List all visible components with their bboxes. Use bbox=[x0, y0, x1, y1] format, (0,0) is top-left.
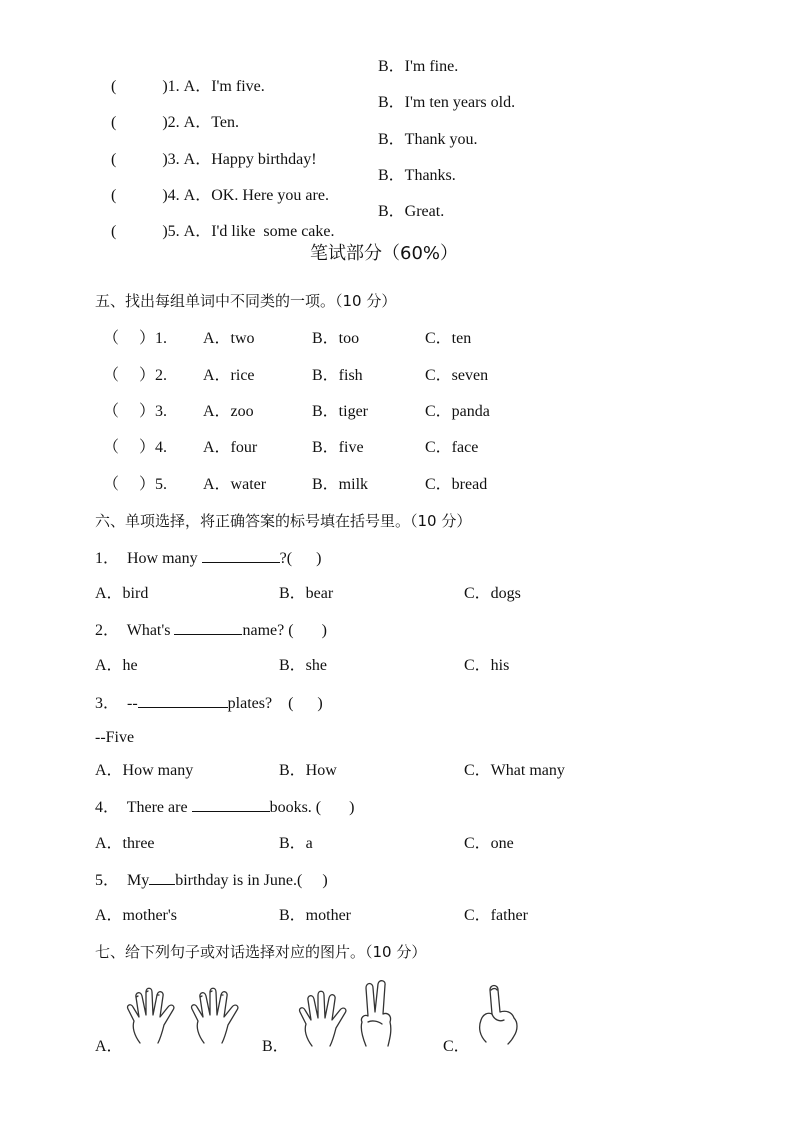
s6-q5-c: C．father bbox=[464, 907, 528, 924]
answer-paren-open[interactable]: （ bbox=[103, 439, 120, 456]
s6-q1-c: C．dogs bbox=[464, 585, 521, 602]
question-number: )4. bbox=[162, 187, 180, 204]
s5-row-4-c: C．face bbox=[425, 439, 479, 456]
fill-blank[interactable] bbox=[149, 870, 175, 885]
s6-q2-b: B．she bbox=[279, 657, 328, 674]
s6-q5-b: B．mother bbox=[279, 907, 351, 924]
fill-blank[interactable] bbox=[202, 548, 280, 563]
question-text: 5． My bbox=[95, 872, 150, 889]
option-a: A．I'm five. bbox=[183, 78, 265, 95]
written-part-title: 笔试部分（60%） bbox=[310, 243, 459, 264]
listening-q4-b: B．Thanks. bbox=[378, 167, 456, 184]
hand-seven-picture[interactable] bbox=[296, 978, 406, 1050]
listening-q5-b: B．Great. bbox=[378, 203, 445, 220]
listening-q2-b: B．I'm ten years old. bbox=[378, 94, 516, 111]
question-number: ）2. bbox=[139, 367, 168, 384]
s6-q4-a: A．three bbox=[95, 835, 155, 852]
two-fingers-hand-icon bbox=[361, 981, 391, 1046]
s6-q1 bbox=[95, 548, 321, 569]
s6-q3 bbox=[95, 693, 323, 714]
fill-blank[interactable] bbox=[174, 620, 242, 635]
question-number: ）4. bbox=[139, 439, 168, 456]
question-number: ）5. bbox=[139, 476, 168, 493]
answer-paren-open[interactable]: ( bbox=[111, 78, 117, 95]
question-text: books. ( ) bbox=[269, 799, 355, 816]
fill-blank[interactable] bbox=[138, 693, 228, 708]
two-open-hands-picture[interactable] bbox=[124, 985, 244, 1047]
listening-q1-b: B．I'm fine. bbox=[378, 58, 459, 75]
answer-paren-open[interactable]: ( bbox=[111, 187, 117, 204]
s6-q1-b: B．bear bbox=[279, 585, 334, 602]
s5-row-3-c: C．panda bbox=[425, 403, 490, 420]
pointing-finger-icon bbox=[480, 986, 517, 1045]
option-a: A．Happy birthday! bbox=[183, 151, 317, 168]
question-text: 3． -- bbox=[95, 695, 138, 712]
one-finger-picture[interactable] bbox=[474, 982, 528, 1046]
s6-q5-a: A．mother's bbox=[95, 907, 177, 924]
answer-paren-open[interactable]: （ bbox=[103, 330, 120, 347]
s5-row-2 bbox=[103, 366, 167, 386]
s6-q4-c: C．one bbox=[464, 835, 514, 852]
answer-paren-open[interactable]: （ bbox=[103, 403, 120, 420]
s6-q4-b: B．a bbox=[279, 835, 313, 852]
question-text: 2． What's bbox=[95, 622, 175, 639]
s5-row-3-b: B．tiger bbox=[312, 403, 368, 420]
question-number: ）3. bbox=[139, 403, 168, 420]
answer-paren-open[interactable]: ( bbox=[111, 151, 117, 168]
s5-row-4-a: A．four bbox=[203, 439, 258, 456]
section-6-heading: 六、单项选择，将正确答案的标号填在括号里。（10 分） bbox=[95, 512, 472, 530]
option-a: A．I'd like some cake. bbox=[183, 223, 335, 240]
fill-blank[interactable] bbox=[192, 797, 270, 812]
question-number: )1. bbox=[162, 78, 180, 95]
s6-q2 bbox=[95, 620, 327, 641]
s6-q2-a: A．he bbox=[95, 657, 138, 674]
answer-paren-open[interactable]: ( bbox=[111, 223, 117, 240]
s6-q3-answer: --Five bbox=[95, 729, 135, 746]
s5-row-2-a: A．rice bbox=[203, 367, 255, 384]
question-text: birthday is in June.( ) bbox=[175, 872, 328, 889]
answer-paren-open[interactable]: ( bbox=[111, 114, 117, 131]
s5-row-5 bbox=[103, 475, 167, 495]
s5-row-2-c: C．seven bbox=[425, 367, 489, 384]
s6-q2-c: C．his bbox=[464, 657, 510, 674]
s5-row-5-a: A．water bbox=[203, 476, 267, 493]
question-text: 1． How many bbox=[95, 550, 202, 567]
s5-row-1 bbox=[103, 329, 167, 349]
section-5-heading: 五、找出每组单词中不同类的一项。（10 分） bbox=[95, 292, 397, 310]
answer-paren-open[interactable]: （ bbox=[103, 367, 120, 384]
s6-q3-a: A．How many bbox=[95, 762, 194, 779]
s5-row-2-b: B．fish bbox=[312, 367, 363, 384]
listening-q3-b: B．Thank you. bbox=[378, 131, 478, 148]
s6-q3-b: B．How bbox=[279, 762, 337, 779]
option-a: A．OK. Here you are. bbox=[183, 187, 329, 204]
section-7-heading: 七、给下列句子或对话选择对应的图片。（10 分） bbox=[95, 943, 427, 961]
picture-c-label: C． bbox=[443, 1038, 470, 1055]
question-number: ）1. bbox=[139, 330, 168, 347]
s6-q3-c: C．What many bbox=[464, 762, 565, 779]
listening-q5 bbox=[95, 202, 335, 262]
question-number: )5. bbox=[162, 223, 180, 240]
question-text: ?( ) bbox=[279, 550, 322, 567]
question-number: )3. bbox=[162, 151, 180, 168]
s5-row-4 bbox=[103, 438, 167, 458]
s5-row-1-a: A．two bbox=[203, 330, 255, 347]
s5-row-1-b: B．too bbox=[312, 330, 360, 347]
s5-row-5-c: C．bread bbox=[425, 476, 488, 493]
s5-row-3 bbox=[103, 402, 167, 422]
open-hand-icon bbox=[192, 988, 238, 1043]
question-text: plates? ( ) bbox=[227, 695, 323, 712]
open-hand-icon bbox=[300, 991, 346, 1046]
question-text: name? ( ) bbox=[242, 622, 327, 639]
s6-q4 bbox=[95, 797, 354, 818]
s5-row-3-a: A．zoo bbox=[203, 403, 254, 420]
question-number: )2. bbox=[162, 114, 180, 131]
question-text: 4． There are bbox=[95, 799, 192, 816]
picture-a-label: A． bbox=[95, 1038, 123, 1055]
s6-q1-a: A．bird bbox=[95, 585, 149, 602]
s6-q5 bbox=[95, 870, 328, 891]
s5-row-5-b: B．milk bbox=[312, 476, 369, 493]
answer-paren-open[interactable]: （ bbox=[103, 476, 120, 493]
s5-row-1-c: C．ten bbox=[425, 330, 472, 347]
option-a: A．Ten. bbox=[183, 114, 239, 131]
s5-row-4-b: B．five bbox=[312, 439, 364, 456]
open-hand-icon bbox=[128, 988, 174, 1043]
picture-b-label: B． bbox=[262, 1038, 289, 1055]
